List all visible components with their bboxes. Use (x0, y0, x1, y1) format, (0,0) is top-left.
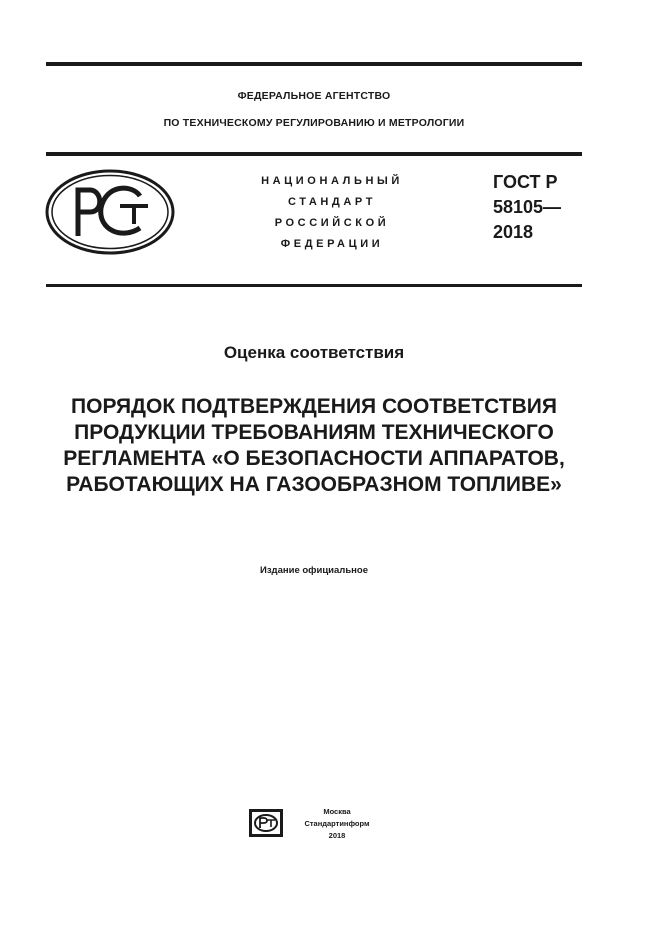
title-line: РЕГЛАМЕНТА «О БЕЗОПАСНОСТИ АППАРАТОВ, (63, 447, 565, 470)
standard-type (232, 171, 432, 255)
agency-line-1: ФЕДЕРАЛЬНОЕ АГЕНТСТВО (237, 90, 391, 102)
publisher-year: 2018 (328, 831, 346, 840)
standard-code-line: 58105— (493, 197, 562, 217)
publisher-city: Москва (323, 807, 351, 816)
standard-type-line: РОССИЙСКОЙ (274, 217, 390, 229)
gost-emblem-icon (44, 168, 176, 256)
title-line: ПОРЯДОК ПОДТВЕРЖДЕНИЯ СООТВЕТСТВИЯ (71, 395, 557, 418)
agency-line-2: ПО ТЕХНИЧЕСКОМУ РЕГУЛИРОВАНИЮ И МЕТРОЛОГИИ (163, 117, 465, 129)
edition-note: Издание официальное (260, 565, 368, 576)
top-rule (46, 62, 582, 66)
standard-code (493, 170, 561, 245)
title-line: ПРОДУКЦИИ ТРЕБОВАНИЯМ ТЕХНИЧЕСКОГО (74, 421, 554, 444)
standard-type-line: НАЦИОНАЛЬНЫЙ (261, 175, 403, 187)
standard-code-line: ГОСТ Р (493, 172, 558, 192)
standard-type-line: ФЕДЕРАЦИИ (280, 238, 384, 250)
bottom-rule (46, 284, 582, 287)
middle-rule (46, 152, 582, 156)
standard-type-line: СТАНДАРТ (287, 196, 377, 208)
document-subtitle: Оценка соответствия (223, 343, 405, 362)
title-line: РАБОТАЮЩИХ НА ГАЗООБРАЗНОМ ТОПЛИВЕ» (66, 473, 562, 496)
document-title (30, 394, 598, 498)
standard-code-line: 2018 (493, 222, 534, 242)
standartinform-logo-icon (248, 808, 284, 838)
publisher-name: Стандартинформ (304, 819, 370, 828)
publisher-info (292, 806, 382, 842)
